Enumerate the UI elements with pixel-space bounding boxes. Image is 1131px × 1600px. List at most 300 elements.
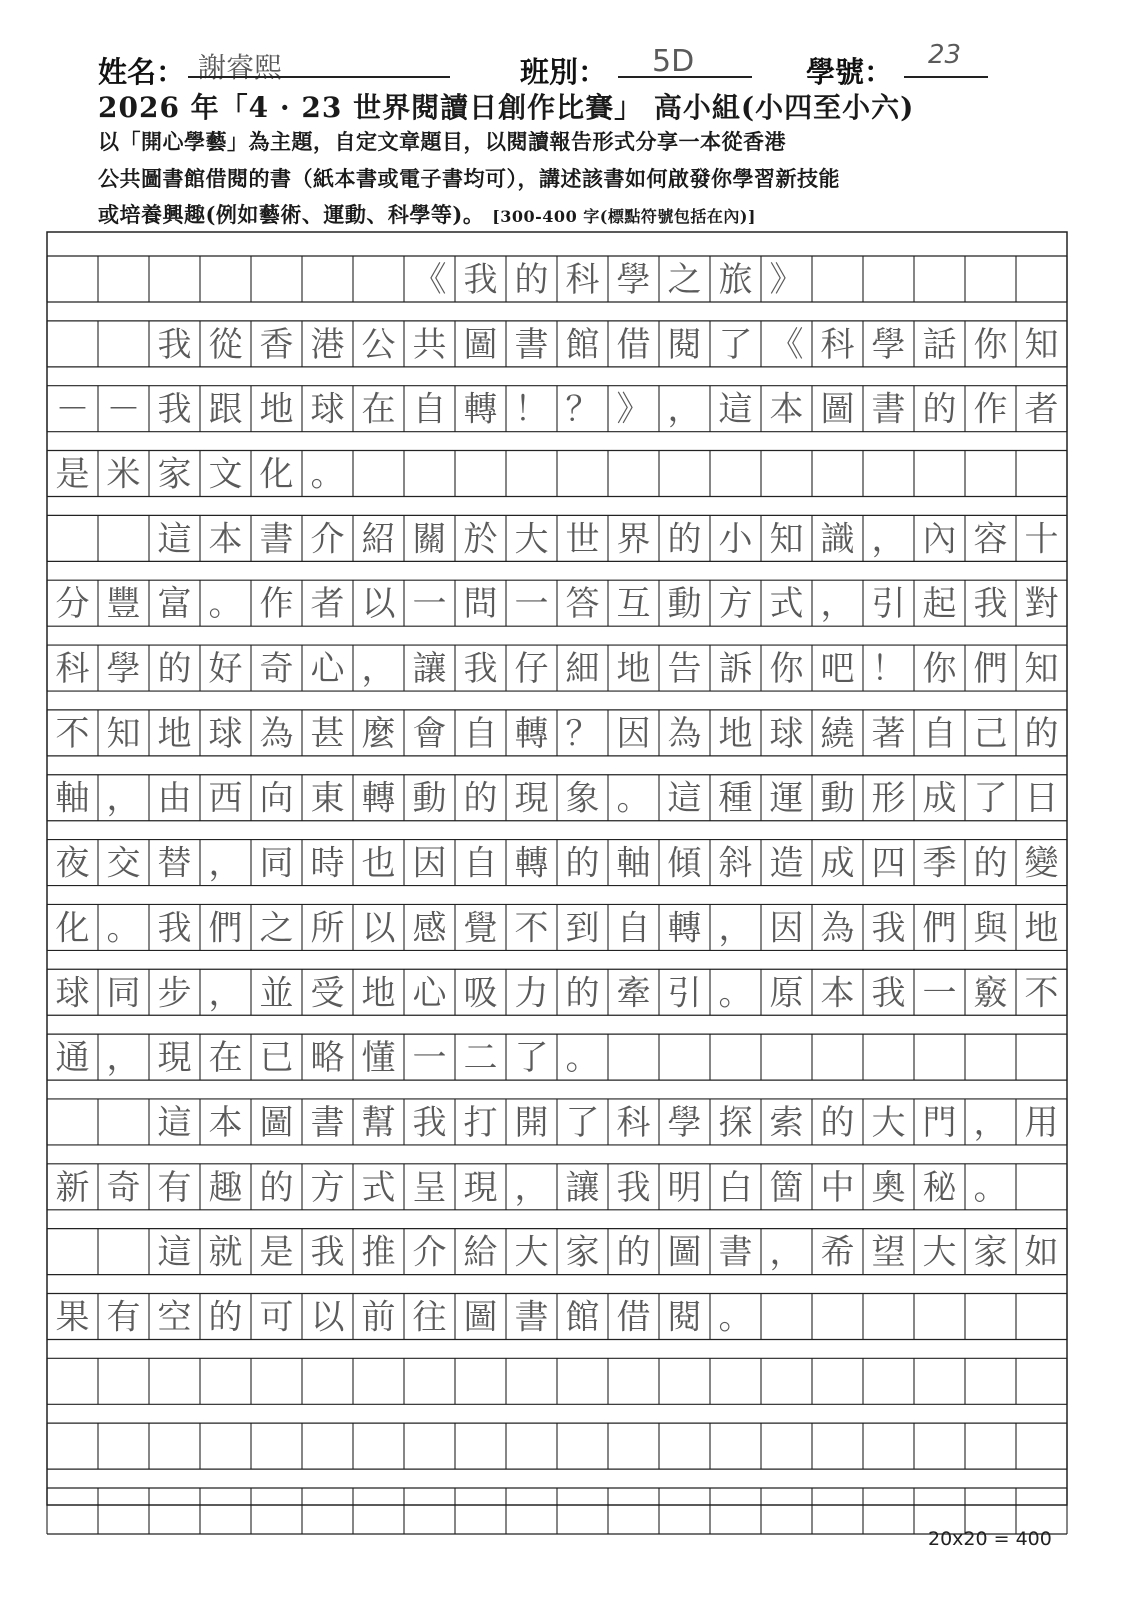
grid-character: 館 xyxy=(565,324,600,365)
grid-character: 本 xyxy=(820,973,855,1014)
grid-character: 科 xyxy=(820,324,855,365)
grid-character: 本 xyxy=(769,389,804,430)
grid-character: 式 xyxy=(769,584,804,625)
grid-character: 望 xyxy=(871,1232,906,1273)
grid-character: 甚 xyxy=(310,713,345,754)
grid-character: 起 xyxy=(922,584,957,625)
grid-character: 為 xyxy=(820,908,855,949)
grid-character: 種 xyxy=(718,778,753,819)
grid-character: 化 xyxy=(55,908,90,949)
grid-character: 。 xyxy=(616,778,651,819)
grid-character: 書 xyxy=(310,1102,345,1143)
grid-character: 了 xyxy=(973,778,1008,819)
class-value: 5D xyxy=(652,44,695,79)
grid-character: 略 xyxy=(310,1038,345,1079)
grid-character: 科 xyxy=(55,649,90,690)
grid-character: 知 xyxy=(1024,649,1059,690)
grid-character: 作 xyxy=(259,584,294,625)
grid-character: 》 xyxy=(769,260,804,300)
grid-character: 四 xyxy=(871,843,906,884)
grid-character: 動 xyxy=(667,584,702,625)
grid-character: 們 xyxy=(208,908,243,949)
grid-character: 讓 xyxy=(565,1167,600,1208)
grid-character: 訴 xyxy=(718,649,753,690)
grid-character: 覺 xyxy=(463,908,498,949)
grid-character: 圖 xyxy=(259,1102,294,1143)
grid-character: 推 xyxy=(361,1232,396,1273)
grid-character: 並 xyxy=(259,973,294,1014)
grid-row xyxy=(47,1034,1067,1080)
grid-character: ？ xyxy=(565,389,600,430)
grid-character: 者 xyxy=(310,584,345,625)
grid-character: ！ xyxy=(514,389,549,430)
grid-character: 引 xyxy=(667,973,702,1014)
grid-character: 旅 xyxy=(718,260,753,300)
grid-character: 受 xyxy=(310,973,345,1014)
grid-character: 書 xyxy=(871,389,906,430)
grid-character: 話 xyxy=(922,324,957,365)
grid-character: 作 xyxy=(973,389,1008,430)
grid-character: 力 xyxy=(514,973,549,1014)
grid-row xyxy=(47,969,1067,1015)
grid-character: ， xyxy=(871,519,906,560)
grid-character: 紹 xyxy=(361,519,396,560)
grid-character: 步 xyxy=(157,973,192,1014)
grid-row xyxy=(47,1423,1067,1469)
grid-character: 這 xyxy=(667,778,702,819)
grid-lines xyxy=(47,232,1067,1534)
grid-character: 借 xyxy=(616,324,651,365)
grid-character: 牽 xyxy=(616,973,651,1014)
grid-character: 趣 xyxy=(208,1167,243,1208)
grid-character: 探 xyxy=(718,1102,753,1143)
grid-character: 我 xyxy=(973,584,1008,625)
grid-character: 的 xyxy=(667,519,702,560)
grid-character: 為 xyxy=(667,713,702,754)
grid-character: 自 xyxy=(463,843,498,884)
grid-character: 開 xyxy=(514,1102,549,1143)
grid-character: 世 xyxy=(565,519,600,560)
grid-character: 給 xyxy=(463,1232,498,1273)
grid-character: 閱 xyxy=(667,1297,702,1338)
grid-character: 了 xyxy=(565,1102,600,1143)
grid-row xyxy=(47,1099,1067,1145)
grid-character: 內 xyxy=(922,519,957,560)
grid-character: 《 xyxy=(412,260,447,300)
grid-character: 本 xyxy=(208,1102,243,1143)
grid-character: 介 xyxy=(412,1232,447,1273)
grid-character: 以 xyxy=(310,1297,345,1338)
grid-character: 仔 xyxy=(514,649,549,690)
grid-character: 引 xyxy=(871,584,906,625)
grid-character: 容 xyxy=(973,519,1008,560)
grid-character: 造 xyxy=(769,843,804,884)
grid-character: 》 xyxy=(616,389,651,430)
grid-character: 我 xyxy=(463,260,498,300)
grid-character: 是 xyxy=(259,1232,294,1273)
grid-character: 家 xyxy=(157,454,192,495)
grid-character: 學 xyxy=(616,260,651,300)
grid-character: 時 xyxy=(310,843,345,884)
grid-character: 之 xyxy=(667,260,702,300)
grid-character: 米 xyxy=(106,454,141,495)
grid-character: 可 xyxy=(259,1297,294,1338)
grid-character: 在 xyxy=(361,389,396,430)
grid-character: 轉 xyxy=(514,713,549,754)
grid-character: 告 xyxy=(667,649,702,690)
grid-character: 我 xyxy=(157,389,192,430)
grid-count-footer: 20x20 = 400 xyxy=(928,1528,1052,1550)
grid-character: 的 xyxy=(208,1297,243,1338)
grid-character: － xyxy=(55,389,90,430)
grid-character: 富 xyxy=(157,584,192,625)
grid-character: 一 xyxy=(514,584,549,625)
grid-character: 成 xyxy=(922,778,957,819)
grid-row xyxy=(47,256,1067,302)
grid-character: 科 xyxy=(616,1102,651,1143)
grid-row xyxy=(47,904,1067,950)
grid-character: 地 xyxy=(157,713,192,754)
grid-character: 家 xyxy=(973,1232,1008,1273)
grid-character: 空 xyxy=(157,1297,192,1338)
grid-character: 關 xyxy=(412,519,447,560)
grid-character: 吸 xyxy=(463,973,498,1014)
grid-character: 與 xyxy=(973,908,1008,949)
number-value: 23 xyxy=(928,40,962,70)
grid-character: 我 xyxy=(157,908,192,949)
grid-character: 我 xyxy=(871,908,906,949)
grid-character: 吧 xyxy=(820,649,855,690)
grid-character: 港 xyxy=(310,324,345,365)
grid-character: 己 xyxy=(973,713,1008,754)
grid-character: 東 xyxy=(310,778,345,819)
grid-character: 奇 xyxy=(259,649,294,690)
grid-character: 箇 xyxy=(769,1167,804,1208)
grid-character: 索 xyxy=(769,1102,804,1143)
grid-character: 的 xyxy=(616,1232,651,1273)
grid-character: 因 xyxy=(616,713,651,754)
grid-character: ， xyxy=(667,389,702,430)
grid-character: 明 xyxy=(667,1167,702,1208)
grid-character: 分 xyxy=(55,584,90,625)
grid-character: 因 xyxy=(769,908,804,949)
grid-character: 。 xyxy=(718,1297,753,1338)
grid-character: 了 xyxy=(514,1038,549,1079)
grid-row xyxy=(47,645,1067,691)
grid-row xyxy=(47,386,1067,432)
grid-character: 介 xyxy=(310,519,345,560)
grid-character: 地 xyxy=(1024,908,1059,949)
grid-character: 象 xyxy=(565,778,600,819)
grid-character: 成 xyxy=(820,843,855,884)
grid-row xyxy=(47,1164,1067,1210)
contest-title: 2026 年「4 · 23 世界閱讀日創作比賽」 高小組(小四至小六) xyxy=(98,91,915,124)
grid-character: 也 xyxy=(361,843,396,884)
grid-character: 動 xyxy=(412,778,447,819)
grid-character: 向 xyxy=(259,778,294,819)
grid-character: 大 xyxy=(514,1232,549,1273)
grid-character: 界 xyxy=(616,519,651,560)
grid-character: 識 xyxy=(820,519,855,560)
grid-character: 現 xyxy=(463,1167,498,1208)
grid-character: ， xyxy=(106,778,141,819)
grid-character: 軸 xyxy=(55,778,90,819)
grid-character: ， xyxy=(208,843,243,884)
grid-character: 形 xyxy=(871,778,906,819)
grid-character: 。 xyxy=(973,1167,1008,1208)
grid-character: 答 xyxy=(565,584,600,625)
grid-character: 希 xyxy=(820,1232,855,1273)
grid-character: 季 xyxy=(922,843,957,884)
grid-character: 球 xyxy=(55,973,90,1014)
grid-character: 的 xyxy=(922,389,957,430)
grid-character: 幫 xyxy=(361,1102,396,1143)
grid-character: 麼 xyxy=(361,713,396,754)
grid-character: 感 xyxy=(412,908,447,949)
grid-character: 自 xyxy=(616,908,651,949)
grid-character: 的 xyxy=(973,843,1008,884)
grid-character: 大 xyxy=(514,519,549,560)
grid-character: 斜 xyxy=(718,843,753,884)
grid-character: 如 xyxy=(1024,1232,1059,1273)
grid-character: 地 xyxy=(718,713,753,754)
grid-character: 通 xyxy=(55,1038,90,1079)
grid-character: 果 xyxy=(55,1297,90,1338)
grid-character: 書 xyxy=(514,324,549,365)
grid-character: 轉 xyxy=(361,778,396,819)
grid-character: 的 xyxy=(514,260,549,300)
name-value: 謝睿熙 xyxy=(198,51,283,84)
grid-character: 自 xyxy=(922,713,957,754)
grid-character: 書 xyxy=(718,1232,753,1273)
grid-character: 往 xyxy=(412,1297,447,1338)
grid-character: 互 xyxy=(616,584,651,625)
grid-character: 呈 xyxy=(412,1167,447,1208)
grid-character: 細 xyxy=(565,649,600,690)
grid-character: 轉 xyxy=(667,908,702,949)
grid-character: ， xyxy=(769,1232,804,1273)
grid-character: 我 xyxy=(412,1102,447,1143)
grid-character: 家 xyxy=(565,1232,600,1273)
grid-row xyxy=(47,1488,1067,1534)
grid-character: 門 xyxy=(922,1102,957,1143)
class-label: 班別： xyxy=(520,55,608,89)
grid-character: 學 xyxy=(667,1102,702,1143)
grid-character: 跟 xyxy=(208,389,243,430)
grid-character: 的 xyxy=(157,649,192,690)
grid-character: 於 xyxy=(463,519,498,560)
grid-character: 繞 xyxy=(820,713,855,754)
grid-character: 為 xyxy=(259,713,294,754)
grid-character: 書 xyxy=(259,519,294,560)
grid-character: 已 xyxy=(259,1038,294,1079)
grid-row xyxy=(47,840,1067,886)
grid-character: 科 xyxy=(565,260,600,300)
grid-character: 的 xyxy=(565,843,600,884)
grid-character: 共 xyxy=(412,324,447,365)
grid-character: 打 xyxy=(463,1102,498,1143)
grid-character: 書 xyxy=(514,1297,549,1338)
grid-character: 之 xyxy=(259,908,294,949)
grid-character: 用 xyxy=(1024,1102,1059,1143)
grid-character: 對 xyxy=(1024,584,1059,625)
grid-character: 地 xyxy=(259,389,294,430)
grid-character: 大 xyxy=(871,1102,906,1143)
grid-character: 十 xyxy=(1024,519,1059,560)
grid-row xyxy=(47,710,1067,756)
grid-character: 交 xyxy=(106,843,141,884)
grid-character: ， xyxy=(106,1038,141,1079)
grid-row xyxy=(47,515,1067,561)
grid-character: 式 xyxy=(361,1167,396,1208)
grid-character: 圖 xyxy=(463,1297,498,1338)
grid-character: 從 xyxy=(208,324,243,365)
grid-character: 讓 xyxy=(412,649,447,690)
grid-character: 到 xyxy=(565,908,600,949)
grid-character: 自 xyxy=(412,389,447,430)
grid-character: 心 xyxy=(412,973,447,1014)
grid-character: 奧 xyxy=(871,1167,906,1208)
grid-character: 懂 xyxy=(361,1038,396,1079)
grid-character: ， xyxy=(973,1102,1008,1143)
grid-character: 軸 xyxy=(616,843,651,884)
grid-character: 這 xyxy=(157,519,192,560)
grid-character: 。 xyxy=(106,908,141,949)
grid-character: 轉 xyxy=(514,843,549,884)
grid-character: 。 xyxy=(208,584,243,625)
grid-character: 傾 xyxy=(667,843,702,884)
instruction-line-1: 以「開心學藝」為主題，自定文章題目，以閱讀報告形式分享一本從香港 xyxy=(98,129,786,154)
grid-character: 知 xyxy=(106,713,141,754)
grid-character: 的 xyxy=(565,973,600,1014)
grid-character: 圖 xyxy=(463,324,498,365)
grid-character: 秘 xyxy=(922,1167,957,1208)
grid-character: 一 xyxy=(922,973,957,1014)
grid-character: 香 xyxy=(259,324,294,365)
grid-character: 。 xyxy=(310,454,345,495)
grid-character: 日 xyxy=(1024,778,1059,819)
grid-character: 好 xyxy=(208,649,243,690)
grid-character: 自 xyxy=(463,713,498,754)
name-label: 姓名： xyxy=(98,55,186,89)
grid-row xyxy=(47,321,1067,367)
grid-character: 球 xyxy=(769,713,804,754)
grid-character: 白 xyxy=(718,1167,753,1208)
grid-character: 本 xyxy=(208,519,243,560)
grid-character: ， xyxy=(514,1167,549,1208)
grid-character: ， xyxy=(820,584,855,625)
grid-character: 你 xyxy=(973,324,1008,365)
grid-character: 原 xyxy=(769,973,804,1014)
grid-character: 地 xyxy=(616,649,651,690)
grid-character: 會 xyxy=(412,713,447,754)
grid-row xyxy=(47,580,1067,626)
grid-character: 所 xyxy=(310,908,345,949)
grid-character: 你 xyxy=(922,649,957,690)
instruction-line-3-text: 或培養興趣(例如藝術、運動、科學等)。 xyxy=(98,202,485,227)
grid-character: 知 xyxy=(1024,324,1059,365)
grid-character: 這 xyxy=(157,1102,192,1143)
grid-character: 不 xyxy=(514,908,549,949)
grid-character: 豐 xyxy=(106,584,141,625)
grid-character: 學 xyxy=(871,324,906,365)
grid-character: 的 xyxy=(1024,713,1059,754)
grid-character: 有 xyxy=(106,1297,141,1338)
grid-character: 在 xyxy=(208,1038,243,1079)
grid-character: 你 xyxy=(769,649,804,690)
grid-character: 我 xyxy=(871,973,906,1014)
grid-row xyxy=(47,1229,1067,1275)
grid-character: 者 xyxy=(1024,389,1059,430)
grid-character: 同 xyxy=(106,973,141,1014)
grid-character: 學 xyxy=(106,649,141,690)
instruction-line-2: 公共圖書館借閱的書（紙本書或電子書均可），講述該書如何啟發你學習新技能 xyxy=(98,166,840,191)
grid-character: 現 xyxy=(157,1038,192,1079)
grid-character: 球 xyxy=(208,713,243,754)
grid-character: 二 xyxy=(463,1038,498,1079)
grid-character: 現 xyxy=(514,778,549,819)
grid-character: 這 xyxy=(718,389,753,430)
grid-character: ， xyxy=(208,973,243,1014)
grid-character: 球 xyxy=(310,389,345,430)
grid-character: 這 xyxy=(157,1232,192,1273)
grid-character: 就 xyxy=(208,1232,243,1273)
grid-character: 是 xyxy=(55,454,90,495)
grid-character: 以 xyxy=(361,584,396,625)
grid-character: － xyxy=(106,389,141,430)
grid-character: 同 xyxy=(259,843,294,884)
grid-row xyxy=(47,1293,1067,1339)
grid-character: 中 xyxy=(820,1167,855,1208)
grid-character: 有 xyxy=(157,1167,192,1208)
grid-character: 們 xyxy=(922,908,957,949)
grid-character: 我 xyxy=(310,1232,345,1273)
grid-character: 竅 xyxy=(973,973,1008,1014)
grid-character: 《 xyxy=(769,324,804,365)
grid-character: 知 xyxy=(769,519,804,560)
grid-character: 著 xyxy=(871,713,906,754)
grid-character: 不 xyxy=(55,713,90,754)
grid-character: 動 xyxy=(820,778,855,819)
grid-character: 地 xyxy=(361,973,396,1014)
grid-character: 變 xyxy=(1024,843,1059,884)
grid-row xyxy=(47,1358,1067,1404)
grid-character: 的 xyxy=(259,1167,294,1208)
grid-character: 轉 xyxy=(463,389,498,430)
grid-character: 一 xyxy=(412,1038,447,1079)
grid-character: 因 xyxy=(412,843,447,884)
word-limit-note: [300-400 字(標點符號包括在內)] xyxy=(492,207,756,226)
grid-character: 文 xyxy=(208,454,243,495)
grid-character: ， xyxy=(361,649,396,690)
number-label: 學號： xyxy=(806,55,894,89)
grid-character: 大 xyxy=(922,1232,957,1273)
grid-character: 公 xyxy=(361,324,396,365)
grid-character: 方 xyxy=(310,1167,345,1208)
grid-character: 新 xyxy=(55,1167,90,1208)
grid-row xyxy=(47,775,1067,821)
grid-character: 一 xyxy=(412,584,447,625)
grid-character: 前 xyxy=(361,1297,396,1338)
grid-character: ！ xyxy=(871,649,906,690)
grid-character: 圖 xyxy=(667,1232,702,1273)
grid-character: 替 xyxy=(157,843,192,884)
grid-character: 我 xyxy=(616,1167,651,1208)
grid-character: 。 xyxy=(565,1038,600,1079)
grid-character: 運 xyxy=(769,778,804,819)
grid-character: 不 xyxy=(1024,973,1059,1014)
grid-character: 我 xyxy=(463,649,498,690)
